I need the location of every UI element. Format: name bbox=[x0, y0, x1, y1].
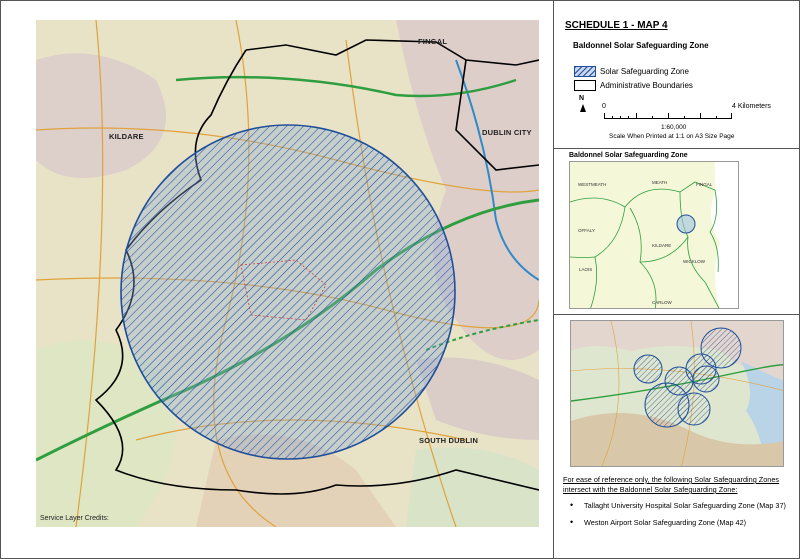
main-map[interactable] bbox=[36, 20, 539, 527]
north-label: N bbox=[579, 95, 585, 102]
county-label-wicklow: WICKLOW bbox=[683, 259, 705, 264]
solar-safeguarding-zone-circle[interactable] bbox=[121, 125, 455, 459]
zone-title: Baldonnel Solar Safeguarding Zone bbox=[573, 41, 709, 50]
schedule-title: SCHEDULE 1 - MAP 4 bbox=[565, 20, 668, 31]
overlap-inset-panel bbox=[554, 315, 800, 559]
location-inset-title: Baldonnel Solar Safeguarding Zone bbox=[569, 152, 688, 159]
location-inset-panel bbox=[554, 149, 800, 314]
legend-item-zone bbox=[574, 66, 689, 77]
county-label-westmeath: WESTMEATH bbox=[578, 182, 607, 187]
scale-ratio: 1:60,000 bbox=[661, 124, 687, 131]
legend-label-zone: Solar Safeguarding Zone bbox=[600, 67, 689, 76]
scale-note: Scale When Printed at 1:1 on A3 Size Page bbox=[609, 133, 735, 140]
place-label-south-dublin: SOUTH DUBLIN bbox=[419, 436, 479, 445]
county-label-meath: MEATH bbox=[652, 180, 668, 185]
place-label-fingal: FINGAL bbox=[418, 37, 448, 46]
legend-item-boundaries bbox=[574, 80, 693, 91]
main-map-canvas bbox=[36, 20, 539, 527]
scale-end: 4 Kilometers bbox=[732, 103, 771, 110]
county-label-carlow: CARLOW bbox=[652, 300, 672, 305]
county-label-laois: LAOIS bbox=[579, 267, 593, 272]
place-label-dublin-city: DUBLIN CITY bbox=[482, 128, 532, 137]
scale-bar bbox=[604, 113, 732, 119]
overlap-zone-item: • Tallaght University Hospital Solar Safeguarding Zone (Map 37) bbox=[570, 501, 786, 510]
scale-start: 0 bbox=[602, 103, 606, 110]
north-arrow-icon bbox=[580, 104, 586, 112]
overlap-note: For ease of reference only, the following Solar Safeguarding Zones intersect with the Baldonnel Solar Safeguarding Zone: bbox=[563, 475, 780, 494]
place-label-kildare: KILDARE bbox=[109, 132, 144, 141]
hatched-blue-swatch-icon bbox=[574, 66, 596, 77]
overlap-zone-item: • Weston Airport Solar Safeguarding Zone (Map 42) bbox=[570, 518, 786, 527]
overlap-inset-canvas bbox=[571, 321, 784, 467]
black-outline-swatch-icon bbox=[574, 80, 596, 91]
legend-label-boundaries: Administrative Boundaries bbox=[600, 81, 693, 90]
overlap-zone-list bbox=[570, 501, 786, 535]
county-label-kildare: KILDARE bbox=[652, 243, 672, 248]
county-label-fingal: FINGAL bbox=[696, 182, 713, 187]
service-layer-credits: Service Layer Credits: bbox=[40, 515, 109, 522]
legend-panel bbox=[554, 0, 800, 148]
location-inset-map[interactable] bbox=[569, 161, 739, 309]
county-label-offaly: OFFALY bbox=[578, 228, 595, 233]
overlap-inset-map[interactable] bbox=[570, 320, 784, 467]
